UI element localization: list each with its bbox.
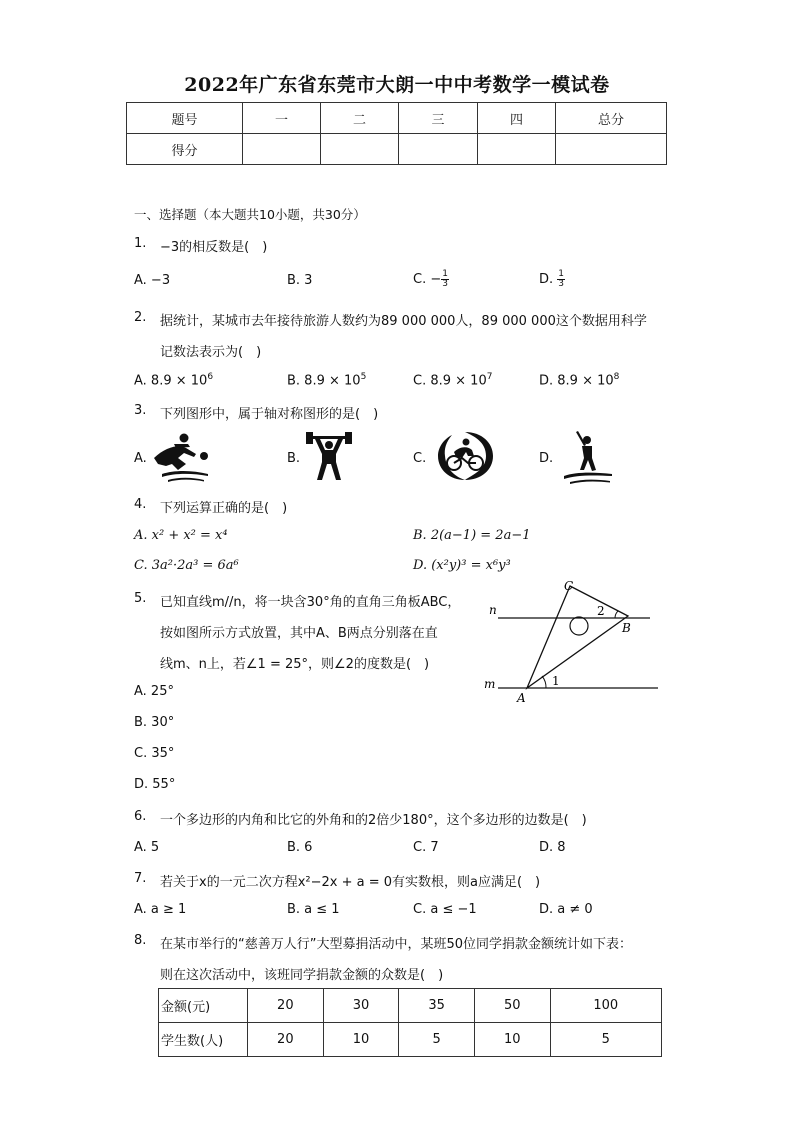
option-d[interactable]: D. 8 xyxy=(539,840,566,855)
question-stem: 若关于x的一元二次方程x²−2x + a = 0有实数根，则a应满足( ) xyxy=(160,875,541,890)
option-c[interactable] xyxy=(413,270,449,289)
question-stem: 一个多边形的内角和比它的外角和的2倍少180°，这个多边形的边数是( ) xyxy=(160,813,587,828)
option-d[interactable]: D. a ≠ 0 xyxy=(539,902,593,917)
question-stem: 下列运算正确的是( ) xyxy=(160,501,288,516)
option-label: D. xyxy=(539,272,558,287)
table-row xyxy=(159,989,662,1023)
option-b[interactable]: B. 6 xyxy=(287,840,313,855)
exponent: 7 xyxy=(486,372,493,382)
option-c[interactable]: C. a ≤ −1 xyxy=(413,902,477,917)
option-d[interactable] xyxy=(539,270,565,289)
option-b[interactable]: B. a ≤ 1 xyxy=(287,902,340,917)
option-b[interactable] xyxy=(287,372,366,388)
table-cell: 5 xyxy=(399,1023,475,1057)
question-stem-line: 线m、n上，若∠1 = 25°，则∠2的度数是( ) xyxy=(160,657,430,672)
angle-2-arc xyxy=(615,611,618,618)
angle-1-arc xyxy=(542,676,546,688)
score-input-cell[interactable] xyxy=(243,134,321,165)
option-b[interactable]: B. 2(a−1) = 2a−1 xyxy=(413,528,531,543)
option-label: C. − xyxy=(413,272,442,287)
option-c[interactable]: C. 7 xyxy=(413,840,439,855)
table-cell: 30 xyxy=(323,989,399,1023)
score-input-cell[interactable] xyxy=(399,134,478,165)
score-table-row xyxy=(127,134,667,165)
question-stem-line: 已知直线m//n，将一块含30°角的直角三角板ABC， xyxy=(160,595,461,610)
option-d[interactable]: D. xyxy=(539,451,554,466)
right-angle-mark xyxy=(570,617,588,635)
score-cell: 二 xyxy=(321,103,399,134)
score-table xyxy=(126,102,667,165)
score-cell: 一 xyxy=(243,103,321,134)
score-input-cell[interactable] xyxy=(321,134,399,165)
option-a[interactable]: A. 25° xyxy=(134,684,174,699)
question-stem-line: 记数法表示为( ) xyxy=(160,345,262,360)
option-a[interactable]: A. −3 xyxy=(134,273,171,288)
exponent: 5 xyxy=(360,372,367,382)
triangle-abc xyxy=(527,586,628,688)
triangle-parallel-lines-figure xyxy=(480,578,665,708)
option-c[interactable]: C. 3a²·2a³ = 6a⁶ xyxy=(134,558,239,573)
volleyball-player-icon xyxy=(148,430,214,482)
question-number: 2. xyxy=(134,310,147,325)
score-table-header-row xyxy=(127,103,667,134)
table-cell: 50 xyxy=(474,989,550,1023)
option-a[interactable]: A. x² + x² = x⁴ xyxy=(134,528,228,543)
score-input-cell[interactable] xyxy=(556,134,667,165)
option-d[interactable]: D. (x²y)³ = x⁶y³ xyxy=(413,558,511,573)
exponent: 8 xyxy=(613,372,620,382)
label-angle-2: 2 xyxy=(597,604,605,618)
fraction-denominator: 3 xyxy=(442,279,448,289)
question-number: 1. xyxy=(134,236,147,251)
label-angle-1: 1 xyxy=(552,674,560,688)
weightlifter-icon xyxy=(305,428,353,482)
question-number: 5. xyxy=(134,591,147,606)
question-number: 3. xyxy=(134,403,147,418)
fraction-denominator: 3 xyxy=(558,279,565,289)
question-number: 4. xyxy=(134,497,147,512)
cyclist-icon xyxy=(436,430,494,482)
option-text: A. 8.9 × 10 xyxy=(134,373,208,389)
question-stem-line: 按如图所示方式放置，其中A、B两点分别落在直 xyxy=(160,626,438,641)
score-cell: 题号 xyxy=(127,103,243,134)
fraction xyxy=(441,270,449,289)
exponent: 6 xyxy=(207,372,214,382)
option-b[interactable]: B. xyxy=(287,451,301,466)
question-stem-line: 在某市举行的“慈善万人行”大型募捐活动中，某班50位同学捐款金额统计如下表： xyxy=(160,937,633,952)
option-d[interactable] xyxy=(539,372,619,388)
section-heading: 一、选择题（本大题共10小题，共30分） xyxy=(134,207,366,222)
table-cell: 学生数(人) xyxy=(159,1023,248,1057)
table-cell: 10 xyxy=(323,1023,399,1057)
option-a[interactable]: A. a ≥ 1 xyxy=(134,902,187,917)
option-d[interactable]: D. 55° xyxy=(134,777,176,792)
label-m: m xyxy=(484,677,496,691)
donation-table xyxy=(158,988,662,1057)
score-cell: 总分 xyxy=(556,103,667,134)
question-stem: 下列图形中，属于轴对称图形的是( ) xyxy=(160,407,379,422)
table-cell: 100 xyxy=(550,989,661,1023)
option-text: D. 8.9 × 10 xyxy=(539,373,614,389)
score-cell: 四 xyxy=(478,103,556,134)
fraction-numerator: 1 xyxy=(442,269,448,279)
question-number: 7. xyxy=(134,871,147,886)
option-a[interactable] xyxy=(134,372,213,388)
table-row xyxy=(159,1023,662,1057)
option-a[interactable]: A. xyxy=(134,451,147,466)
option-b[interactable]: B. 3 xyxy=(287,273,313,288)
option-text: B. 8.9 × 10 xyxy=(287,373,361,389)
question-stem: −3的相反数是( ) xyxy=(160,240,268,255)
option-c[interactable] xyxy=(413,372,492,388)
fraction-numerator: 1 xyxy=(558,269,565,279)
question-stem-line: 据统计，某城市去年接待旅游人数约为89 000 000人，89 000 000这个数据用科学 xyxy=(160,314,647,329)
table-cell: 10 xyxy=(474,1023,550,1057)
exam-title: 2022年广东省东莞市大朗一中中考数学一模试卷 xyxy=(184,74,610,96)
question-number: 8. xyxy=(134,933,147,948)
golfer-icon xyxy=(562,430,614,484)
question-number: 6. xyxy=(134,809,147,824)
option-b[interactable]: B. 30° xyxy=(134,715,175,730)
option-c[interactable]: C. 35° xyxy=(134,746,175,761)
fraction xyxy=(557,270,565,289)
label-n: n xyxy=(489,603,497,617)
score-input-cell[interactable] xyxy=(478,134,556,165)
label-b: B xyxy=(622,621,631,635)
score-cell: 三 xyxy=(399,103,478,134)
question-stem-line: 则在这次活动中，该班同学捐款金额的众数是( ) xyxy=(160,968,444,983)
label-c: C xyxy=(564,579,574,593)
option-text: C. 8.9 × 10 xyxy=(413,373,487,389)
option-a[interactable]: A. 5 xyxy=(134,840,160,855)
table-cell: 金额(元) xyxy=(159,989,248,1023)
table-cell: 20 xyxy=(248,989,324,1023)
score-cell: 得分 xyxy=(127,134,243,165)
table-cell: 35 xyxy=(399,989,475,1023)
option-c[interactable]: C. xyxy=(413,451,427,466)
table-cell: 20 xyxy=(248,1023,324,1057)
table-cell: 5 xyxy=(550,1023,661,1057)
label-a: A xyxy=(517,691,526,705)
